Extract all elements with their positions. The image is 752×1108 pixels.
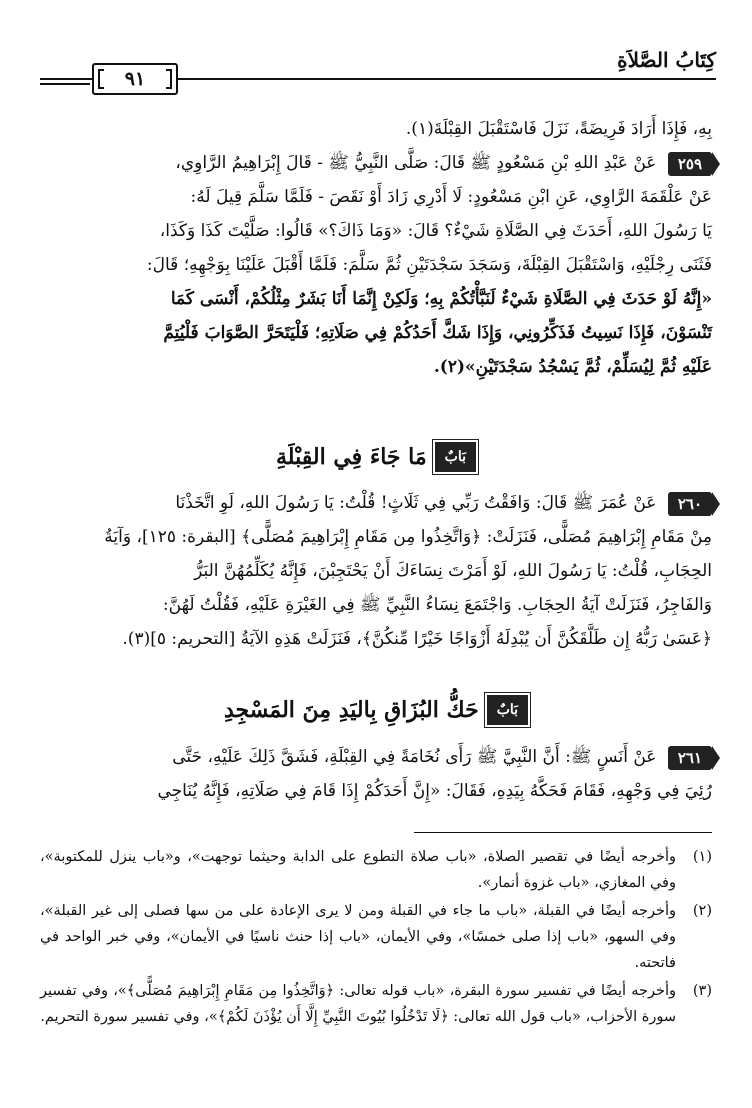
footnote-3 (40, 978, 712, 1030)
footnote-number: (٢) (692, 903, 712, 919)
footnote-2 (40, 898, 712, 976)
chapter-title: حَكُّ البُزَاقِ بِاليَدِ مِنَ المَسْجِدِ (223, 697, 479, 723)
hadith-259-line-7: عَلَيْهِ ثُمَّ لِيُسَلِّمْ، ثُمَّ يَسْجُدُ سَجْدَتَيْنِ»(٢). (433, 357, 712, 377)
text-block-2 (40, 486, 712, 656)
chapter-badge: بَابٌ (487, 695, 528, 725)
hadith-260-line-3: الحِجَابِ، قُلْتُ: يَا رَسُولَ اللهِ، لَوْ أَمَرْتَ نِسَاءَكَ أَنْ يَحْتَجِبْنَ، فَإِنَّهُ يُكَلِّمُهُنَّ البَرُّ (194, 561, 712, 581)
hadith-261-line-2: رُئِيَ فِي وَجْهِهِ، فَقَامَ فَحَكَّهُ بِيَدِهِ، فَقَالَ: «إِنَّ أَحَدَكُمْ إِذَا قَامَ فِي صَلَاتِهِ، فَإِنَّهُ يُنَاجِي (157, 781, 712, 801)
hadith-259-line-3: يَا رَسُولَ اللهِ، أَحَدَثَ فِي الصَّلَاةِ شَيْءٌ؟ قَالَ: «وَمَا ذَاكَ؟» قَالُوا: صَلَّيْتَ كَذَا وَكَذَا، (159, 221, 712, 241)
continued-line: بِهِ، فَإِذَا أَرَادَ فَرِيضَةً، نَزَلَ فَاسْتَقْبَلَ القِبْلَةَ(١). (405, 119, 712, 139)
hadith-259-line-4: فَثَنَى رِجْلَيْهِ، وَاسْتَقْبَلَ القِبْلَةَ، وَسَجَدَ سَجْدَتَيْنِ ثُمَّ سَلَّمَ: فَلَمَّا أَقْبَلَ عَلَيْنَا بِوَجْهِهِ؛ قَالَ: (146, 255, 712, 275)
hadith-260-line-4: وَالفَاجِرُ، فَنَزَلَتْ آيَةُ الحِجَابِ. وَاجْتَمَعَ نِسَاءُ النَّبِيِّ ﷺ فِي الغَيْرَةِ عَلَيْهِ، فَقُلْتُ لَهُنَّ: (162, 595, 712, 615)
header-rule-short (40, 83, 90, 85)
footnote-number: (٣) (692, 983, 712, 999)
chapter-heading-qibla (40, 437, 712, 477)
footnote-1 (40, 844, 712, 896)
hadith-259-line-2: عَنْ عَلْقَمَةَ الرَّاوِي، عَنِ ابْنِ مَسْعُودٍ: لَا أَدْرِي زَادَ أَوْ نَقَصَ - فَلَمَّا سَلَّمَ قِيلَ لَهُ: (190, 187, 712, 207)
page-header (40, 48, 716, 92)
hadith-260-line-1: ٢٦٠ عَنْ عُمَرَ ﷺ قَالَ: وَافَقْتُ رَبِّي فِي ثَلَاثٍ! قُلْتُ: يَا رَسُولَ اللهِ، لَوِ اتَّخَذْنَا (40, 486, 712, 520)
text-block-1 (40, 112, 712, 384)
footnote-text: وأخرجه أيضًا في تقصير الصلاة، «باب صلاة التطوع على الدابة وحيثما توجهت»، و«باب ينزل للمكتوبة»، وفي المغازي، «باب غزوة أنمار». (40, 849, 676, 891)
footnote-text: وأخرجه أيضًا في تفسير سورة البقرة، «باب قوله تعالى: ﴿وَاتَّخِذُوا مِن مَقَامِ إِبْرَاهِيمَ مُصَلًّى﴾»، وفي تفسير سورة الأحزاب، «باب قول الله تعالى: ﴿لَا تَدْخُلُوا بُيُوتَ النَّبِيِّ إِلَّا أَن يُؤْذَنَ لَكُمْ﴾»، وفي تفسير سورة التحريم. (40, 983, 676, 1025)
hadith-number-badge: ٢٦١ (668, 746, 712, 770)
footnotes (40, 844, 712, 1032)
footnote-text: وأخرجه أيضًا في القبلة، «باب ما جاء في القبلة ومن لا يرى الإعادة على من سها فصلى إلى غير القبلة»، وفي السهو، «باب إذا صلى خمسًا»، وفي الأيمان، «باب إذا حنث ناسيًا في الأيمان»، وفي خبر الواحد في فاتحته. (40, 903, 676, 971)
hadith-260-line-5: ﴿عَسَىٰ رَبُّهُ إِن طَلَّقَكُنَّ أَن يُبْدِلَهُ أَزْوَاجًا خَيْرًا مِّنكُنَّ﴾، فَنَزَلَتْ هَذِهِ الآيَةُ [التحريم: ٥](٣). (122, 629, 712, 649)
hadith-259-line-1: ٢٥٩ عَنْ عَبْدِ اللهِ بْنِ مَسْعُودٍ ﷺ قَالَ: صَلَّى النَّبِيُّ ﷺ - قَالَ إِبْرَاهِيمُ الرَّاوِي، (40, 146, 712, 180)
hadith-number-badge: ٢٥٩ (668, 152, 712, 176)
chapter-title: مَا جَاءَ فِي القِبْلَةِ (276, 444, 427, 470)
footnote-number: (١) (692, 849, 712, 865)
hadith-259-line-6: تَنْسَوْنَ، فَإِذَا نَسِيتُ فَذَكِّرُونِي، وَإِذَا شَكَّ أَحَدُكُمْ فِي صَلَاتِهِ؛ فَلْيَتَحَرَّ الصَّوَابَ فَلْيُتِمَّ (163, 323, 712, 343)
hadith-259-line-5: «إِنَّهُ لَوْ حَدَثَ فِي الصَّلَاةِ شَيْءٌ لَنَبَّأْتُكُمْ بِهِ؛ وَلَكِنْ إِنَّمَا أَنَا بَشَرٌ مِثْلُكُمْ، أَنْسَى كَمَا (170, 289, 712, 309)
text-block-3 (40, 740, 712, 808)
page-number: ٩١ (124, 68, 146, 90)
footnote-separator (414, 832, 712, 833)
hadith-260-line-2: مِنْ مَقَامِ إِبْرَاهِيمَ مُصَلًّى، فَنَزَلَتْ: ﴿وَاتَّخِذُوا مِن مَقَامِ إِبْرَاهِيمَ مُصَلًّى﴾ [البقرة: ١٢٥]، وَآيَةُ (104, 527, 712, 547)
hadith-261-line-1: ٢٦١ عَنْ أَنَسٍ ﷺ: أَنَّ النَّبِيَّ ﷺ رَأَى نُخَامَةً فِي القِبْلَةِ، فَشَقَّ ذَلِكَ عَلَيْهِ، حَتَّى (40, 740, 712, 774)
hadith-number-badge: ٢٦٠ (668, 492, 712, 516)
chapter-heading-spittle (40, 690, 712, 730)
chapter-badge: بَابٌ (435, 442, 476, 472)
page-number-frame (92, 63, 178, 95)
book-title: كِتَابُ الصَّلاَةِ (617, 48, 716, 72)
